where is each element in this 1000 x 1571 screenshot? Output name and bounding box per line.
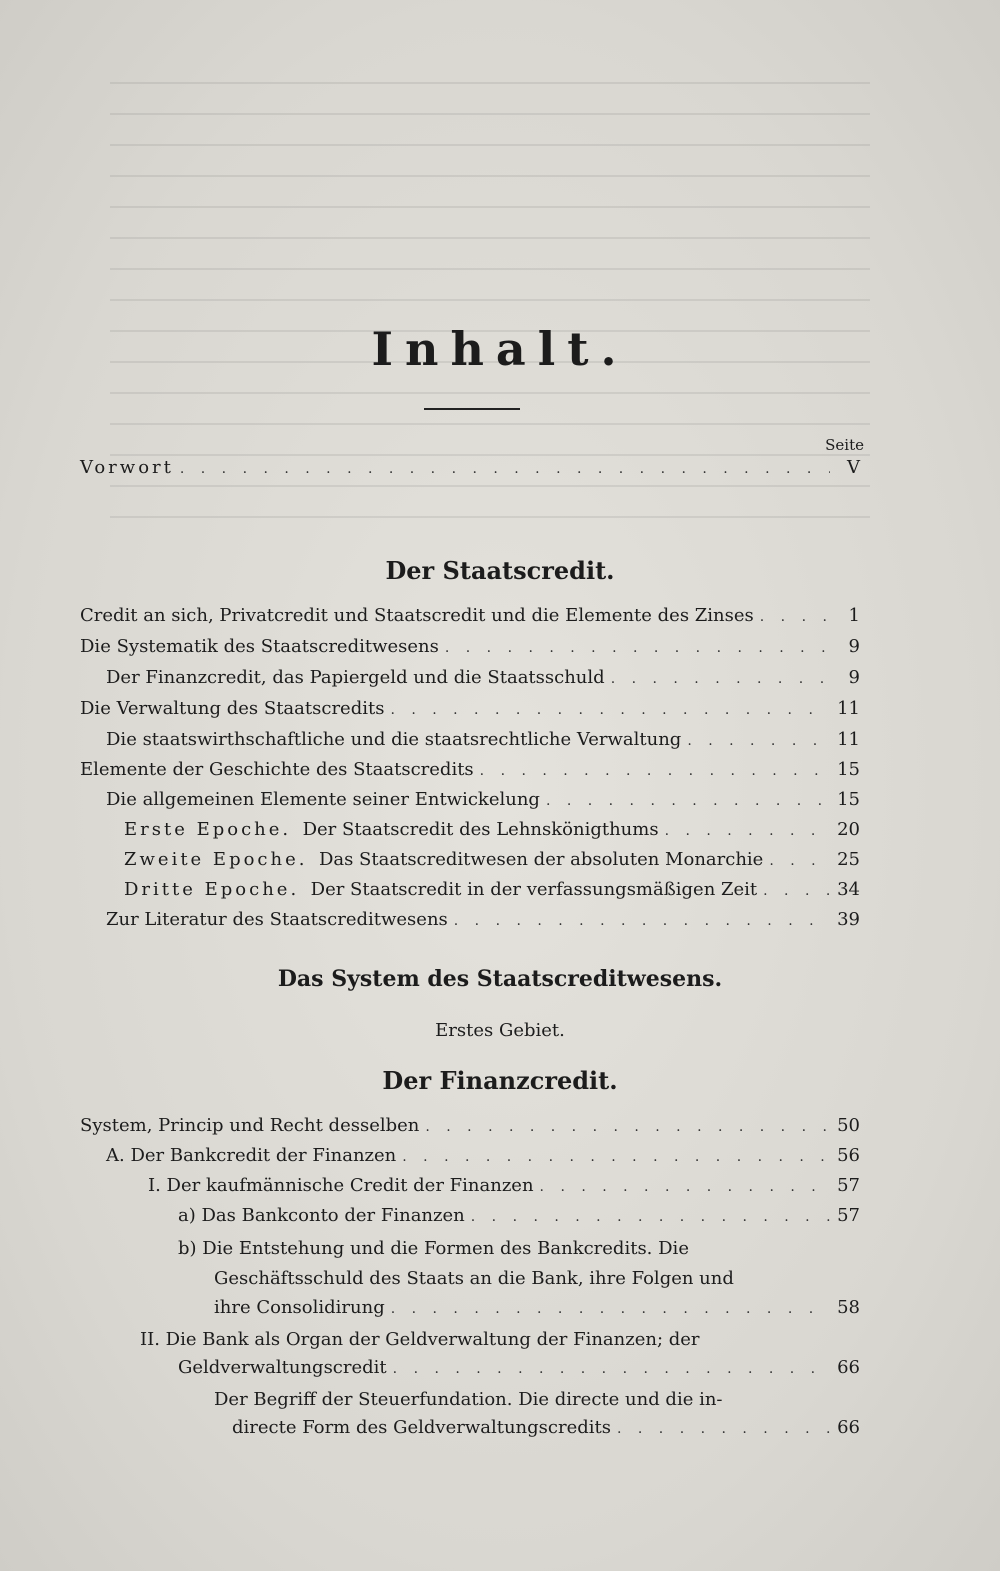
page-column-label: Seite: [825, 436, 864, 454]
section-subheading: Erstes Gebiet.: [435, 1020, 565, 1041]
toc-entry: Die staatswirthschaftliche und die staatsrechtliche Verwaltung . . . 11: [106, 727, 860, 753]
toc-entry-multiline: Der Begriff der Steuerfundation. Die directe und die in-: [214, 1389, 723, 1410]
toc-entry: Der Finanzcredit, das Papiergeld und die Staatsschuld . . . 9: [106, 665, 860, 691]
toc-entry-multiline: II. Die Bank als Organ der Geldverwaltung der Finanzen; der: [140, 1329, 700, 1350]
toc-entry: Geldverwaltungscredit . . . 66: [178, 1355, 860, 1381]
toc-entry-vorwort: Vorwort . . . V: [80, 455, 860, 481]
toc-entry: Die Verwaltung des Staatscredits . . . 11: [80, 696, 860, 722]
toc-entry: Credit an sich, Privatcredit und Staatscredit und die Elemente des Zinses . . . 1: [80, 603, 860, 629]
title-rule: [424, 408, 520, 410]
toc-entry-epoch: Dritte Epoche. Der Staatscredit in der verfassungsmäßigen Zeit . . . 34: [124, 877, 860, 903]
section-heading: Das System des Staatscreditwesens.: [277, 966, 723, 992]
toc-entry: Zur Literatur des Staatscreditwesens . . . 39: [106, 907, 860, 933]
toc-entry-epoch: Erste Epoche. Der Staatscredit des Lehnskönigthums . . . 20: [124, 817, 860, 843]
section-heading: Der Staatscredit.: [385, 556, 615, 585]
section-heading: Der Finanzcredit.: [382, 1066, 618, 1095]
toc-entry: Elemente der Geschichte des Staatscredits . . . 15: [80, 757, 860, 783]
toc-entry-epoch: Zweite Epoche. Das Staatscreditwesen der absoluten Monarchie . . . 25: [124, 847, 860, 873]
toc-entry: System, Princip und Recht desselben . . . 50: [80, 1113, 860, 1139]
toc-entry-multiline: b) Die Entstehung und die Formen des Bankcredits. Die Geschäftsschuld des Staats an die Bank, ihre Folgen und: [178, 1238, 734, 1289]
toc-entry: a) Das Bankconto der Finanzen . . . 57: [178, 1203, 860, 1229]
toc-entry: ihre Consolidirung . . . 58: [214, 1295, 860, 1321]
toc-entry: directe Form des Geldverwaltungscredits . . . 66: [232, 1415, 860, 1441]
toc-entry: A. Der Bankcredit der Finanzen . . . 56: [106, 1143, 860, 1169]
page-title: Inhalt.: [371, 322, 629, 376]
toc-entry: Die Systematik des Staatscreditwesens . . . 9: [80, 634, 860, 660]
toc-entry: I. Der kaufmännische Credit der Finanzen . . . 57: [148, 1173, 860, 1199]
toc-entry: Die allgemeinen Elemente seiner Entwickelung . . . 15: [106, 787, 860, 813]
